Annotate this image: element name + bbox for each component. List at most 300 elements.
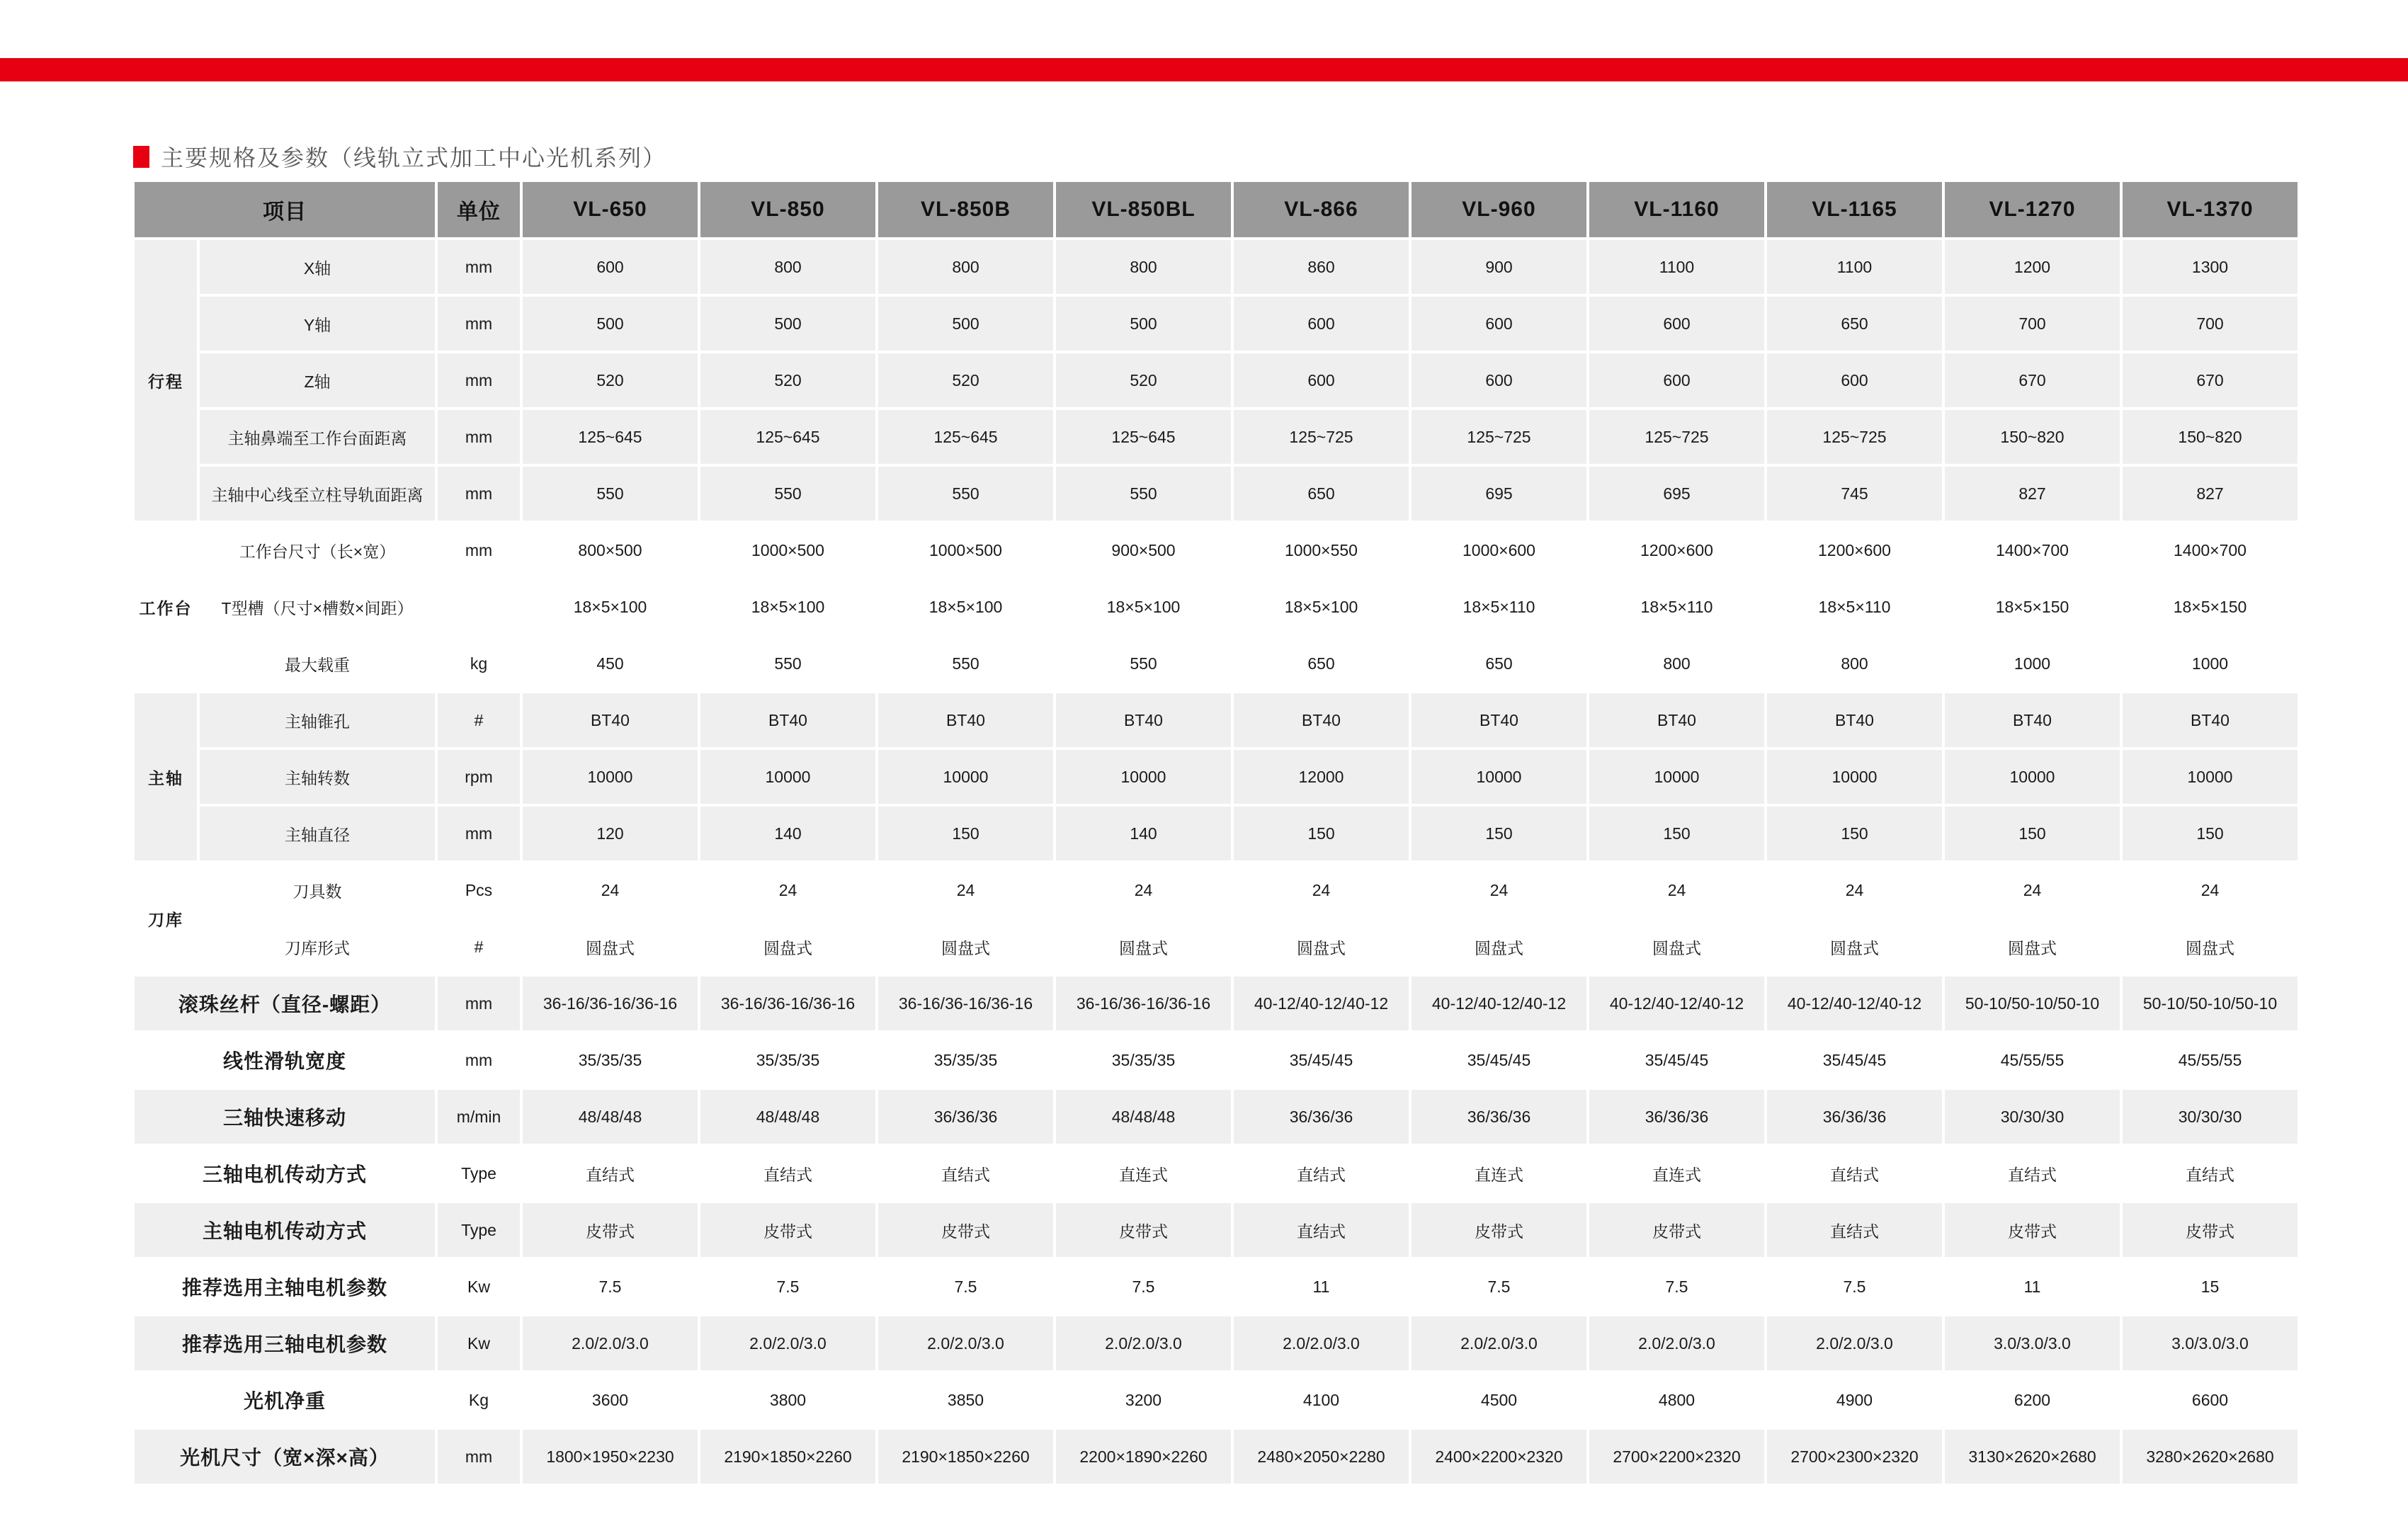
spec-value-cell: 3.0/3.0/3.0 <box>2123 1316 2298 1370</box>
header-model: VL-960 <box>1412 182 1586 237</box>
table-row <box>135 1373 2298 1427</box>
spec-value-cell: 2190×1850×2260 <box>700 1430 875 1484</box>
spec-value-cell: 10000 <box>2123 750 2298 804</box>
spec-value-cell: 7.5 <box>1412 1260 1586 1314</box>
spec-value-cell: 827 <box>2123 467 2298 520</box>
spec-value-cell: 600 <box>1589 353 1764 407</box>
spec-value-cell: 1000×600 <box>1412 523 1586 577</box>
spec-value-cell: 24 <box>1767 863 1942 917</box>
spec-value-cell: 125~645 <box>523 410 698 464</box>
spec-value-cell: 36-16/36-16/36-16 <box>1056 977 1231 1030</box>
spec-value-cell: 2.0/2.0/3.0 <box>700 1316 875 1370</box>
header-model: VL-1270 <box>1945 182 2120 237</box>
spec-value-cell: 670 <box>1945 353 2120 407</box>
spec-value-cell: 18×5×100 <box>1234 580 1409 634</box>
spec-value-cell: 1000 <box>1945 637 2120 690</box>
spec-value-cell: 24 <box>700 863 875 917</box>
spec-value-cell: 24 <box>1589 863 1764 917</box>
table-row <box>135 1260 2298 1314</box>
spec-value-cell: 18×5×110 <box>1767 580 1942 634</box>
spec-value-cell: 650 <box>1412 637 1586 690</box>
row-unit: mm <box>438 353 520 407</box>
table-row <box>135 693 2298 747</box>
spec-value-cell: 圆盘式 <box>1234 920 1409 974</box>
spec-value-cell: 18×5×100 <box>523 580 698 634</box>
spec-value-cell: 36/36/36 <box>878 1090 1053 1144</box>
spec-value-cell: 24 <box>1056 863 1231 917</box>
spec-value-cell: 40-12/40-12/40-12 <box>1767 977 1942 1030</box>
spec-value-cell: 18×5×150 <box>1945 580 2120 634</box>
table-row <box>135 1146 2298 1200</box>
row-label: 刀具数 <box>200 863 435 917</box>
row-unit: mm <box>438 467 520 520</box>
header-item: 项目 <box>135 182 435 237</box>
row-unit: rpm <box>438 750 520 804</box>
spec-value-cell: 30/30/30 <box>2123 1090 2298 1144</box>
spec-value-cell: 550 <box>1056 637 1231 690</box>
table-row <box>135 637 2298 690</box>
spec-value-cell: 7.5 <box>878 1260 1053 1314</box>
header-row <box>135 182 2298 237</box>
spec-value-cell: BT40 <box>523 693 698 747</box>
spec-value-cell: 500 <box>523 297 698 351</box>
spec-value-cell: 800 <box>1056 240 1231 294</box>
row-label: 主轴锥孔 <box>200 693 435 747</box>
row-label: Y轴 <box>200 297 435 351</box>
spec-value-cell: 1000×500 <box>878 523 1053 577</box>
spec-value-cell: 4500 <box>1412 1373 1586 1427</box>
table-row <box>135 1033 2298 1087</box>
row-label: 光机尺寸（宽×深×高） <box>135 1430 435 1484</box>
table-row <box>135 467 2298 520</box>
spec-value-cell: 24 <box>523 863 698 917</box>
spec-value-cell: 1000×550 <box>1234 523 1409 577</box>
spec-value-cell: 150 <box>2123 807 2298 860</box>
spec-value-cell: 36/36/36 <box>1589 1090 1764 1144</box>
spec-value-cell: 直结式 <box>1767 1146 1942 1200</box>
spec-value-cell: 600 <box>523 240 698 294</box>
header-unit: 单位 <box>438 182 520 237</box>
spec-value-cell: 700 <box>1945 297 2120 351</box>
spec-value-cell: 圆盘式 <box>878 920 1053 974</box>
row-unit <box>438 580 520 634</box>
spec-value-cell: 1200×600 <box>1767 523 1942 577</box>
spec-value-cell: 12000 <box>1234 750 1409 804</box>
row-unit: mm <box>438 807 520 860</box>
spec-value-cell: 24 <box>2123 863 2298 917</box>
spec-value-cell: 2480×2050×2280 <box>1234 1430 1409 1484</box>
spec-value-cell: 1200×600 <box>1589 523 1764 577</box>
spec-value-cell: 35/45/45 <box>1412 1033 1586 1087</box>
row-unit: mm <box>438 1033 520 1087</box>
spec-value-cell: BT40 <box>1945 693 2120 747</box>
spec-value-cell: 1400×700 <box>2123 523 2298 577</box>
spec-value-cell: 48/48/48 <box>700 1090 875 1144</box>
spec-value-cell: 18×5×100 <box>878 580 1053 634</box>
spec-value-cell: 直连式 <box>1056 1146 1231 1200</box>
spec-value-cell: 10000 <box>1589 750 1764 804</box>
spec-value-cell: 直结式 <box>523 1146 698 1200</box>
spec-value-cell: 35/35/35 <box>1056 1033 1231 1087</box>
spec-value-cell: 50-10/50-10/50-10 <box>1945 977 2120 1030</box>
spec-value-cell: 2700×2200×2320 <box>1589 1430 1764 1484</box>
spec-value-cell: 36-16/36-16/36-16 <box>523 977 698 1030</box>
row-unit: m/min <box>438 1090 520 1144</box>
spec-value-cell: 皮带式 <box>878 1203 1053 1257</box>
spec-value-cell: 直结式 <box>1234 1203 1409 1257</box>
spec-value-cell: 直结式 <box>878 1146 1053 1200</box>
spec-value-cell: BT40 <box>1589 693 1764 747</box>
spec-value-cell: 2.0/2.0/3.0 <box>1767 1316 1942 1370</box>
row-unit: mm <box>438 523 520 577</box>
spec-value-cell: BT40 <box>2123 693 2298 747</box>
spec-value-cell: 1800×1950×2230 <box>523 1430 698 1484</box>
spec-value-cell: 800 <box>1589 637 1764 690</box>
spec-value-cell: 150~820 <box>1945 410 2120 464</box>
row-unit: Kw <box>438 1260 520 1314</box>
spec-value-cell: 2200×1890×2260 <box>1056 1430 1231 1484</box>
spec-value-cell: 35/35/35 <box>878 1033 1053 1087</box>
spec-value-cell: 4800 <box>1589 1373 1764 1427</box>
spec-value-cell: 150 <box>1234 807 1409 860</box>
spec-value-cell: 140 <box>700 807 875 860</box>
spec-value-cell: 650 <box>1767 297 1942 351</box>
spec-value-cell: 2.0/2.0/3.0 <box>1056 1316 1231 1370</box>
spec-value-cell: 皮带式 <box>1589 1203 1764 1257</box>
spec-value-cell: 35/35/35 <box>700 1033 875 1087</box>
row-label: 滚珠丝杆（直径-螺距） <box>135 977 435 1030</box>
row-unit: Type <box>438 1203 520 1257</box>
spec-value-cell: 圆盘式 <box>700 920 875 974</box>
spec-value-cell: 50-10/50-10/50-10 <box>2123 977 2298 1030</box>
header-model: VL-1160 <box>1589 182 1764 237</box>
spec-value-cell: 2.0/2.0/3.0 <box>1234 1316 1409 1370</box>
spec-value-cell: 600 <box>1412 353 1586 407</box>
row-label: 线性滑轨宽度 <box>135 1033 435 1087</box>
spec-value-cell: 745 <box>1767 467 1942 520</box>
row-label: 主轴直径 <box>200 807 435 860</box>
spec-value-cell: 860 <box>1234 240 1409 294</box>
spec-value-cell: 150~820 <box>2123 410 2298 464</box>
spec-value-cell: 36/36/36 <box>1412 1090 1586 1144</box>
row-label: 光机净重 <box>135 1373 435 1427</box>
header-model: VL-866 <box>1234 182 1409 237</box>
table-row <box>135 580 2298 634</box>
table-row <box>135 807 2298 860</box>
row-unit: Pcs <box>438 863 520 917</box>
spec-value-cell: 直结式 <box>1767 1203 1942 1257</box>
spec-value-cell: 500 <box>878 297 1053 351</box>
spec-value-cell: 7.5 <box>523 1260 698 1314</box>
section-title-row <box>133 140 666 173</box>
spec-value-cell: 10000 <box>523 750 698 804</box>
spec-value-cell: 40-12/40-12/40-12 <box>1412 977 1586 1030</box>
row-unit: mm <box>438 240 520 294</box>
spec-value-cell: 24 <box>1234 863 1409 917</box>
spec-value-cell: 18×5×150 <box>2123 580 2298 634</box>
table-row <box>135 1316 2298 1370</box>
spec-value-cell: 45/55/55 <box>1945 1033 2120 1087</box>
spec-value-cell: 35/45/45 <box>1589 1033 1764 1087</box>
spec-value-cell: 10000 <box>1945 750 2120 804</box>
spec-value-cell: 18×5×100 <box>1056 580 1231 634</box>
spec-value-cell: 36/36/36 <box>1767 1090 1942 1144</box>
spec-value-cell: 550 <box>1056 467 1231 520</box>
spec-value-cell: 皮带式 <box>700 1203 875 1257</box>
spec-value-cell: BT40 <box>1412 693 1586 747</box>
row-unit: Type <box>438 1146 520 1200</box>
spec-value-cell: 1100 <box>1767 240 1942 294</box>
spec-value-cell: 450 <box>523 637 698 690</box>
spec-value-cell: 550 <box>700 467 875 520</box>
spec-value-cell: 550 <box>700 637 875 690</box>
header-model: VL-850B <box>878 182 1053 237</box>
spec-value-cell: 520 <box>878 353 1053 407</box>
spec-value-cell: 6600 <box>2123 1373 2298 1427</box>
spec-value-cell: 900 <box>1412 240 1586 294</box>
spec-value-cell: 15 <box>2123 1260 2298 1314</box>
header-model: VL-850 <box>700 182 875 237</box>
spec-value-cell: 800 <box>878 240 1053 294</box>
spec-value-cell: 圆盘式 <box>1767 920 1942 974</box>
spec-value-cell: 120 <box>523 807 698 860</box>
spec-value-cell: 45/55/55 <box>2123 1033 2298 1087</box>
spec-value-cell: 11 <box>1945 1260 2120 1314</box>
spec-value-cell: 36-16/36-16/36-16 <box>878 977 1053 1030</box>
spec-value-cell: 3850 <box>878 1373 1053 1427</box>
row-label: X轴 <box>200 240 435 294</box>
table-row <box>135 977 2298 1030</box>
spec-value-cell: 150 <box>1945 807 2120 860</box>
spec-value-cell: 30/30/30 <box>1945 1090 2120 1144</box>
table-row <box>135 353 2298 407</box>
spec-value-cell: 600 <box>1412 297 1586 351</box>
row-label: 三轴快速移动 <box>135 1090 435 1144</box>
spec-value-cell: 140 <box>1056 807 1231 860</box>
spec-value-cell: 520 <box>1056 353 1231 407</box>
spec-value-cell: BT40 <box>700 693 875 747</box>
spec-value-cell: 125~725 <box>1589 410 1764 464</box>
table-row <box>135 1430 2298 1484</box>
table-row <box>135 920 2298 974</box>
row-unit: mm <box>438 977 520 1030</box>
spec-value-cell: 1000×500 <box>700 523 875 577</box>
row-label: 刀库形式 <box>200 920 435 974</box>
spec-value-cell: 直结式 <box>1945 1146 2120 1200</box>
spec-value-cell: 18×5×110 <box>1589 580 1764 634</box>
spec-value-cell: 48/48/48 <box>523 1090 698 1144</box>
spec-value-cell: 800 <box>1767 637 1942 690</box>
spec-value-cell: 11 <box>1234 1260 1409 1314</box>
spec-value-cell: 150 <box>1589 807 1764 860</box>
spec-table-body <box>135 240 2298 1484</box>
red-square-bullet-icon <box>133 146 149 168</box>
group-label: 刀库 <box>135 863 197 974</box>
spec-value-cell: 125~645 <box>878 410 1053 464</box>
spec-value-cell: 550 <box>878 467 1053 520</box>
row-label: 三轴电机传动方式 <box>135 1146 435 1200</box>
spec-value-cell: 2190×1850×2260 <box>878 1430 1053 1484</box>
spec-value-cell: 直连式 <box>1412 1146 1586 1200</box>
spec-value-cell: 600 <box>1234 353 1409 407</box>
spec-value-cell: 皮带式 <box>523 1203 698 1257</box>
spec-value-cell: 2.0/2.0/3.0 <box>523 1316 698 1370</box>
row-label: T型槽（尺寸×槽数×间距） <box>200 580 435 634</box>
group-label: 行程 <box>135 240 197 520</box>
header-model: VL-850BL <box>1056 182 1231 237</box>
spec-value-cell: 695 <box>1412 467 1586 520</box>
spec-value-cell: BT40 <box>1234 693 1409 747</box>
row-label: 主轴转数 <box>200 750 435 804</box>
row-label: 最大载重 <box>200 637 435 690</box>
table-row <box>135 523 2298 577</box>
spec-value-cell: 皮带式 <box>1945 1203 2120 1257</box>
spec-value-cell: 150 <box>878 807 1053 860</box>
spec-value-cell: 2400×2200×2320 <box>1412 1430 1586 1484</box>
spec-value-cell: 1100 <box>1589 240 1764 294</box>
spec-value-cell: 600 <box>1234 297 1409 351</box>
row-unit: Kw <box>438 1316 520 1370</box>
spec-value-cell: 圆盘式 <box>1056 920 1231 974</box>
spec-value-cell: 35/45/45 <box>1767 1033 1942 1087</box>
spec-value-cell: 3800 <box>700 1373 875 1427</box>
spec-value-cell: 695 <box>1589 467 1764 520</box>
group-label: 工作台 <box>135 523 197 690</box>
spec-value-cell: 3130×2620×2680 <box>1945 1430 2120 1484</box>
spec-value-cell: 35/45/45 <box>1234 1033 1409 1087</box>
spec-value-cell: 4100 <box>1234 1373 1409 1427</box>
spec-value-cell: 24 <box>1945 863 2120 917</box>
spec-value-cell: BT40 <box>878 693 1053 747</box>
spec-value-cell: 550 <box>523 467 698 520</box>
spec-value-cell: 3280×2620×2680 <box>2123 1430 2298 1484</box>
spec-value-cell: 125~725 <box>1412 410 1586 464</box>
spec-value-cell: 2.0/2.0/3.0 <box>1589 1316 1764 1370</box>
row-unit: Kg <box>438 1373 520 1427</box>
row-label: 主轴电机传动方式 <box>135 1203 435 1257</box>
row-unit: mm <box>438 297 520 351</box>
page-title: 主要规格及参数（线轨立式加工中心光机系列） <box>161 145 667 171</box>
spec-value-cell: 直结式 <box>2123 1146 2298 1200</box>
spec-value-cell: 皮带式 <box>1056 1203 1231 1257</box>
spec-value-cell: 150 <box>1412 807 1586 860</box>
spec-value-cell: 800 <box>700 240 875 294</box>
spec-value-cell: BT40 <box>1767 693 1942 747</box>
spec-value-cell: 7.5 <box>1767 1260 1942 1314</box>
top-red-bar <box>0 58 2408 81</box>
row-label: 推荐选用三轴电机参数 <box>135 1316 435 1370</box>
spec-value-cell: 7.5 <box>1056 1260 1231 1314</box>
spec-value-cell: 3.0/3.0/3.0 <box>1945 1316 2120 1370</box>
spec-value-cell: 1400×700 <box>1945 523 2120 577</box>
row-unit: # <box>438 920 520 974</box>
spec-value-cell: 600 <box>1767 353 1942 407</box>
spec-value-cell: 圆盘式 <box>523 920 698 974</box>
spec-table <box>132 179 2300 1486</box>
spec-value-cell: 18×5×100 <box>700 580 875 634</box>
spec-value-cell: 圆盘式 <box>1412 920 1586 974</box>
spec-value-cell: 直结式 <box>700 1146 875 1200</box>
header-model: VL-1370 <box>2123 182 2298 237</box>
spec-value-cell: 2.0/2.0/3.0 <box>878 1316 1053 1370</box>
table-row <box>135 240 2298 294</box>
row-label: Z轴 <box>200 353 435 407</box>
table-row <box>135 297 2298 351</box>
spec-value-cell: 36-16/36-16/36-16 <box>700 977 875 1030</box>
table-row <box>135 863 2298 917</box>
spec-value-cell: 10000 <box>1412 750 1586 804</box>
spec-value-cell: 3200 <box>1056 1373 1231 1427</box>
spec-value-cell: 125~725 <box>1234 410 1409 464</box>
spec-value-cell: 800×500 <box>523 523 698 577</box>
spec-value-cell: 2700×2300×2320 <box>1767 1430 1942 1484</box>
spec-value-cell: 10000 <box>1056 750 1231 804</box>
spec-value-cell: 10000 <box>878 750 1053 804</box>
spec-value-cell: 24 <box>1412 863 1586 917</box>
spec-value-cell: 2.0/2.0/3.0 <box>1412 1316 1586 1370</box>
spec-value-cell: 40-12/40-12/40-12 <box>1589 977 1764 1030</box>
spec-value-cell: 4900 <box>1767 1373 1942 1427</box>
row-unit: mm <box>438 410 520 464</box>
spec-value-cell: 35/35/35 <box>523 1033 698 1087</box>
spec-value-cell: 7.5 <box>1589 1260 1764 1314</box>
spec-value-cell: 827 <box>1945 467 2120 520</box>
spec-value-cell: 10000 <box>700 750 875 804</box>
spec-value-cell: 3600 <box>523 1373 698 1427</box>
header-model: VL-650 <box>523 182 698 237</box>
row-unit: mm <box>438 1430 520 1484</box>
spec-value-cell: 皮带式 <box>1412 1203 1586 1257</box>
spec-value-cell: 直连式 <box>1589 1146 1764 1200</box>
row-label: 主轴中心线至立柱导轨面距离 <box>200 467 435 520</box>
group-label: 主轴 <box>135 693 197 860</box>
spec-value-cell: 18×5×110 <box>1412 580 1586 634</box>
spec-value-cell: 皮带式 <box>2123 1203 2298 1257</box>
spec-value-cell: 125~725 <box>1767 410 1942 464</box>
spec-value-cell: 520 <box>523 353 698 407</box>
spec-value-cell: 10000 <box>1767 750 1942 804</box>
spec-value-cell: 6200 <box>1945 1373 2120 1427</box>
spec-value-cell: 700 <box>2123 297 2298 351</box>
spec-value-cell: 670 <box>2123 353 2298 407</box>
spec-value-cell: 650 <box>1234 637 1409 690</box>
row-label: 推荐选用主轴电机参数 <box>135 1260 435 1314</box>
spec-value-cell: 1000 <box>2123 637 2298 690</box>
spec-value-cell: 500 <box>1056 297 1231 351</box>
spec-value-cell: 圆盘式 <box>1589 920 1764 974</box>
spec-value-cell: 7.5 <box>700 1260 875 1314</box>
spec-value-cell: BT40 <box>1056 693 1231 747</box>
spec-value-cell: 125~645 <box>700 410 875 464</box>
spec-value-cell: 150 <box>1767 807 1942 860</box>
table-row <box>135 1090 2298 1144</box>
header-model: VL-1165 <box>1767 182 1942 237</box>
spec-value-cell: 650 <box>1234 467 1409 520</box>
row-unit: # <box>438 693 520 747</box>
spec-value-cell: 直结式 <box>1234 1146 1409 1200</box>
spec-value-cell: 48/48/48 <box>1056 1090 1231 1144</box>
spec-value-cell: 1300 <box>2123 240 2298 294</box>
spec-value-cell: 520 <box>700 353 875 407</box>
spec-value-cell: 500 <box>700 297 875 351</box>
row-unit: kg <box>438 637 520 690</box>
spec-value-cell: 圆盘式 <box>1945 920 2120 974</box>
spec-value-cell: 1200 <box>1945 240 2120 294</box>
spec-value-cell: 24 <box>878 863 1053 917</box>
table-row <box>135 750 2298 804</box>
row-label: 工作台尺寸（长×宽） <box>200 523 435 577</box>
row-label: 主轴鼻端至工作台面距离 <box>200 410 435 464</box>
